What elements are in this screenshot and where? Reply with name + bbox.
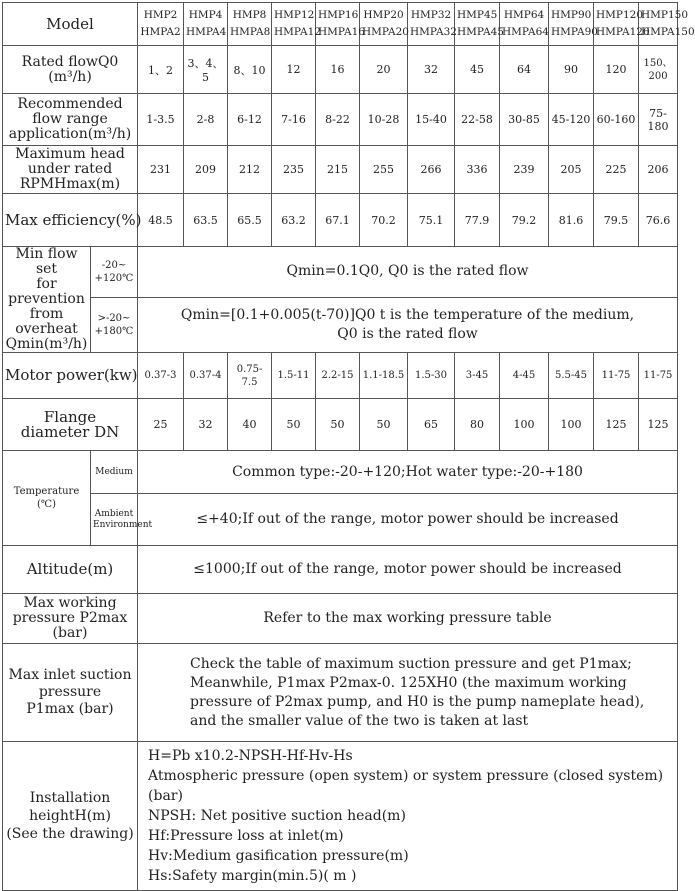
rated-flow-cell: 16: [316, 46, 360, 94]
recommended-range-cell: 1-3.5: [138, 94, 184, 146]
max-head-cell: 336: [455, 146, 500, 194]
installation-label: Installation heightH(m) (See the drawing): [3, 742, 138, 891]
motor-power-cell: 0.37-4: [184, 353, 228, 399]
max-efficiency-cell: 75.1: [408, 194, 455, 247]
min-flow-label: Min flow set for prevention from overheat Qmin(m³/h): [3, 247, 91, 353]
recommended-range-cell: 30-85: [500, 94, 549, 146]
max-head-cell: 231: [138, 146, 184, 194]
recommended-range-cell: 22-58: [455, 94, 500, 146]
flange-label: Flange diameter DN: [3, 399, 138, 451]
installation-text: H=Pb x10.2-NPSH-Hf-Hv-Hs Atmospheric pressure (open system) or system pressure (closed system) (bar) NPSH: Net positive suction head(m) Hf:Pressure loss at inlet(m) Hv:Medium gasification pressure(m) Hs:Safety margin(min.5)( m ): [138, 742, 678, 891]
temperature-row-1: [3, 451, 678, 494]
model-cell: HMP150 HMPA150: [639, 3, 678, 46]
ambient-text: ≤+40;If out of the range, motor power should be increased: [138, 494, 678, 546]
flange-cell: 125: [594, 399, 639, 451]
model-cell: HMP20 HMPA20: [360, 3, 408, 46]
motor-power-label: Motor power(kw): [3, 353, 138, 399]
rated-flow-cell: 90: [549, 46, 594, 94]
ambient-label: Ambient Environment: [91, 494, 138, 546]
flange-cell: 125: [639, 399, 678, 451]
recommended-range-cell: 8-22: [316, 94, 360, 146]
motor-power-cell: 3-45: [455, 353, 500, 399]
recommended-range-cell: 10-28: [360, 94, 408, 146]
rated-flow-cell: 32: [408, 46, 455, 94]
model-row: [3, 3, 678, 46]
medium-label: Medium: [91, 451, 138, 494]
model-cell: HMP45 HMPA45: [455, 3, 500, 46]
flange-cell: 40: [228, 399, 272, 451]
max-efficiency-cell: 79.2: [500, 194, 549, 247]
max-head-cell: 266: [408, 146, 455, 194]
max-inlet-label: Max inlet suction pressure P1max (bar): [3, 644, 138, 742]
altitude-row: [3, 546, 678, 594]
motor-power-cell: 1.1-18.5: [360, 353, 408, 399]
max-efficiency-cell: 76.6: [639, 194, 678, 247]
recommended-range-cell: 45-120: [549, 94, 594, 146]
motor-power-cell: 5.5-45: [549, 353, 594, 399]
spec-table: [2, 2, 695, 891]
motor-power-cell: 1.5-11: [272, 353, 316, 399]
flange-cell: 50: [316, 399, 360, 451]
flange-cell: 32: [184, 399, 228, 451]
max-inlet-row: [3, 644, 678, 742]
model-cell: HMP8 HMPA8: [228, 3, 272, 46]
rated-flow-cell: 1、2: [138, 46, 184, 94]
recommended-range-cell: 15-40: [408, 94, 455, 146]
min-flow-row-2: [3, 297, 678, 352]
rated-flow-cell: 150、200: [639, 46, 678, 94]
max-head-cell: 239: [500, 146, 549, 194]
temperature-row-2: [3, 494, 678, 546]
motor-power-cell: 11-75: [594, 353, 639, 399]
max-efficiency-cell: 67.1: [316, 194, 360, 247]
max-head-cell: 212: [228, 146, 272, 194]
recommended-range-cell: 60-160: [594, 94, 639, 146]
model-cell: HMP16 HMPA16: [316, 3, 360, 46]
max-efficiency-cell: 79.5: [594, 194, 639, 247]
max-efficiency-cell: 63.2: [272, 194, 316, 247]
flange-cell: 50: [360, 399, 408, 451]
altitude-label: Altitude(m): [3, 546, 138, 594]
max-head-cell: 206: [639, 146, 678, 194]
rated-flow-cell: 20: [360, 46, 408, 94]
flange-cell: 50: [272, 399, 316, 451]
rated-flow-cell: 8、10: [228, 46, 272, 94]
max-working-pressure-row: [3, 594, 678, 644]
max-efficiency-cell: 70.2: [360, 194, 408, 247]
max-head-cell: 255: [360, 146, 408, 194]
max-working-pressure-label: Max working pressure P2max (bar): [3, 594, 138, 644]
model-cell: HMP4 HMPA4: [184, 3, 228, 46]
rated-flow-label: Rated flowQ0 (m³/h): [3, 46, 138, 94]
recommended-range-label: Recommended flow range application(m³/h): [3, 94, 138, 146]
model-cell: HMP32 HMPA32: [408, 3, 455, 46]
rated-flow-cell: 12: [272, 46, 316, 94]
model-cell: HMP64 HMPA64: [500, 3, 549, 46]
recommended-range-cell: 75-180: [639, 94, 678, 146]
model-cell: HMP90 HMPA90: [549, 3, 594, 46]
max-head-row: [3, 146, 678, 194]
max-efficiency-label: Max efficiency(%): [3, 194, 138, 247]
min-flow-row-1: [3, 247, 678, 298]
max-working-pressure-text: Refer to the max working pressure table: [138, 594, 678, 644]
max-head-cell: 209: [184, 146, 228, 194]
max-efficiency-cell: 81.6: [549, 194, 594, 247]
motor-power-cell: 1.5-30: [408, 353, 455, 399]
medium-text: Common type:-20-+120;Hot water type:-20-+180: [138, 451, 678, 494]
min-flow-formula-1: Qmin=0.1Q0, Q0 is the rated flow: [138, 247, 678, 298]
flange-cell: 100: [549, 399, 594, 451]
min-flow-range-1: -20~ +120℃: [91, 247, 138, 298]
max-head-cell: 225: [594, 146, 639, 194]
rated-flow-cell: 45: [455, 46, 500, 94]
max-efficiency-cell: 48.5: [138, 194, 184, 247]
max-efficiency-row: [3, 194, 678, 247]
flange-row: [3, 399, 678, 451]
rated-flow-cell: 3、4、5: [184, 46, 228, 94]
rated-flow-row: [3, 46, 678, 94]
motor-power-cell: 2.2-15: [316, 353, 360, 399]
model-cell: HMP2 HMPA2: [138, 3, 184, 46]
flange-cell: 100: [500, 399, 549, 451]
flange-cell: 65: [408, 399, 455, 451]
recommended-range-cell: 7-16: [272, 94, 316, 146]
altitude-text: ≤1000;If out of the range, motor power should be increased: [138, 546, 678, 594]
installation-row: [3, 742, 678, 891]
model-label: Model: [3, 3, 138, 46]
max-head-label: Maximum head under rated RPMHmax(m): [3, 146, 138, 194]
max-head-cell: 215: [316, 146, 360, 194]
max-inlet-text: Check the table of maximum suction pressure and get P1max; Meanwhile, P1max P2max-0. 125XH0 (the maximum working pressure of P2max pump, and H0 is the pump nameplate head), and the smaller value of the two is taken at last: [138, 644, 678, 742]
rated-flow-cell: 64: [500, 46, 549, 94]
max-efficiency-cell: 65.5: [228, 194, 272, 247]
max-efficiency-cell: 77.9: [455, 194, 500, 247]
model-cell: HMP120 HMPA120: [594, 3, 639, 46]
motor-power-cell: 0.75-7.5: [228, 353, 272, 399]
flange-cell: 25: [138, 399, 184, 451]
rated-flow-cell: 120: [594, 46, 639, 94]
motor-power-cell: 0.37-3: [138, 353, 184, 399]
recommended-range-cell: 6-12: [228, 94, 272, 146]
motor-power-cell: 11-75: [639, 353, 678, 399]
model-cell: HMP12 HMPA12: [272, 3, 316, 46]
max-head-cell: 235: [272, 146, 316, 194]
motor-power-cell: 4-45: [500, 353, 549, 399]
flange-cell: 80: [455, 399, 500, 451]
min-flow-range-2: >-20~ +180℃: [91, 297, 138, 352]
recommended-range-row: [3, 94, 678, 146]
min-flow-formula-2: Qmin=[0.1+0.005(t-70)]Q0 t is the temperature of the medium, Q0 is the rated flow: [138, 297, 678, 352]
max-head-cell: 205: [549, 146, 594, 194]
recommended-range-cell: 2-8: [184, 94, 228, 146]
motor-power-row: [3, 353, 678, 399]
temperature-label: Temperature (℃): [3, 451, 91, 546]
max-efficiency-cell: 63.5: [184, 194, 228, 247]
